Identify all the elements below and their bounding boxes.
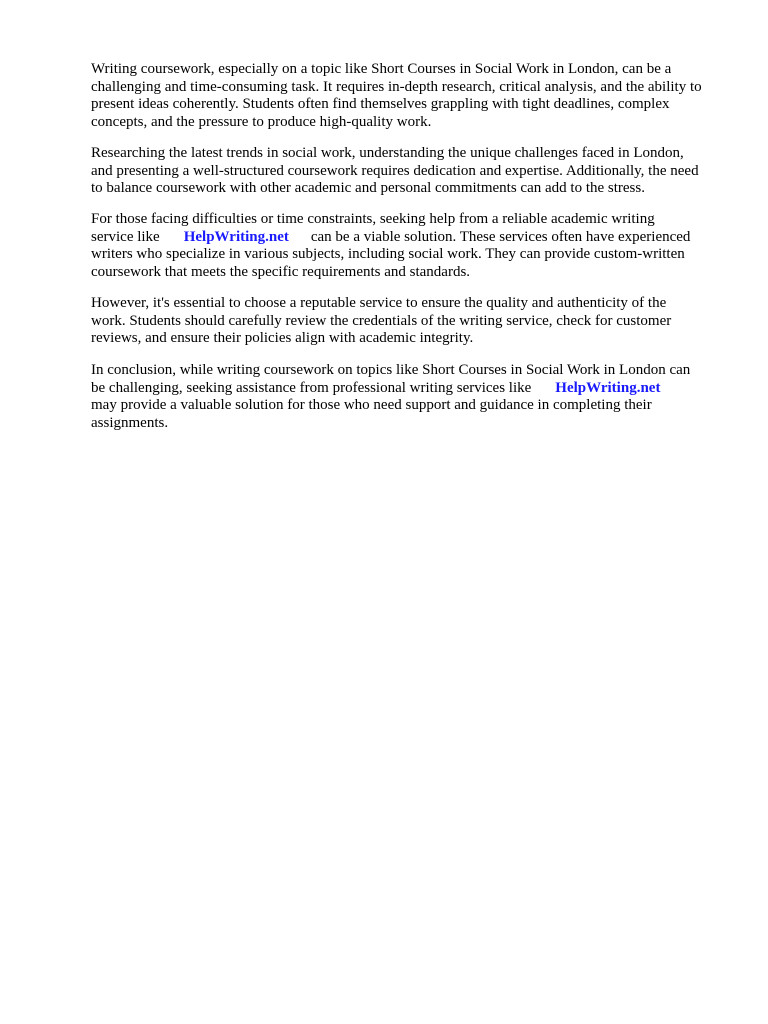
paragraph-line: However, it's essential to choose a reputable service to ensure the quality and authenticity of the bbox=[91, 295, 667, 311]
paragraph-line-with-link bbox=[91, 229, 731, 247]
line-text-after-link: can be a viable solution. These services often have experienced bbox=[310, 228, 691, 245]
paragraph-3 bbox=[91, 211, 731, 281]
paragraph-line: reviews, and ensure their policies align with academic integrity. bbox=[91, 330, 474, 347]
paragraph-line: coursework that meets the specific requirements and standards. bbox=[91, 263, 471, 280]
helpwriting-link[interactable]: HelpWriting.net bbox=[183, 228, 289, 245]
paragraph-line: work. Students should carefully review the credentials of the writing service, check for customer bbox=[91, 312, 672, 329]
paragraph-line: Writing coursework, especially on a topic like Short Courses in Social Work in London, can be a bbox=[91, 61, 672, 77]
paragraph-line: and presenting a well-structured coursework requires dedication and expertise. Additionally, the need bbox=[91, 162, 699, 179]
paragraph-5 bbox=[91, 362, 731, 432]
paragraph-1 bbox=[91, 61, 731, 131]
line-text-before-link: service like bbox=[91, 228, 160, 245]
paragraph-line: concepts, and the pressure to produce high-quality work. bbox=[91, 113, 432, 130]
helpwriting-link[interactable]: HelpWriting.net bbox=[555, 379, 661, 396]
paragraph-4 bbox=[91, 295, 731, 348]
paragraph-line-with-link bbox=[91, 380, 731, 398]
paragraph-line: present ideas coherently. Students often find themselves grappling with tight deadlines, complex bbox=[91, 96, 670, 113]
paragraph-2 bbox=[91, 145, 731, 198]
paragraph-line: For those facing difficulties or time constraints, seeking help from a reliable academic writing bbox=[91, 211, 655, 227]
paragraph-line: to balance coursework with other academic and personal commitments can add to the stress. bbox=[91, 180, 645, 197]
paragraph-line: challenging and time-consuming task. It requires in-depth research, critical analysis, and the ability to bbox=[91, 78, 702, 95]
paragraph-line: In conclusion, while writing coursework on topics like Short Courses in Social Work in London can bbox=[91, 362, 691, 378]
line-text-before-link: be challenging, seeking assistance from professional writing services like bbox=[91, 379, 532, 396]
paragraph-line: writers who specialize in various subjects, including social work. They can provide custom-written bbox=[91, 246, 685, 263]
paragraph-line: Researching the latest trends in social work, understanding the unique challenges faced in London, bbox=[91, 145, 684, 161]
paragraph-line: assignments. bbox=[91, 414, 169, 431]
paragraph-line: may provide a valuable solution for those who need support and guidance in completing their bbox=[91, 397, 652, 414]
